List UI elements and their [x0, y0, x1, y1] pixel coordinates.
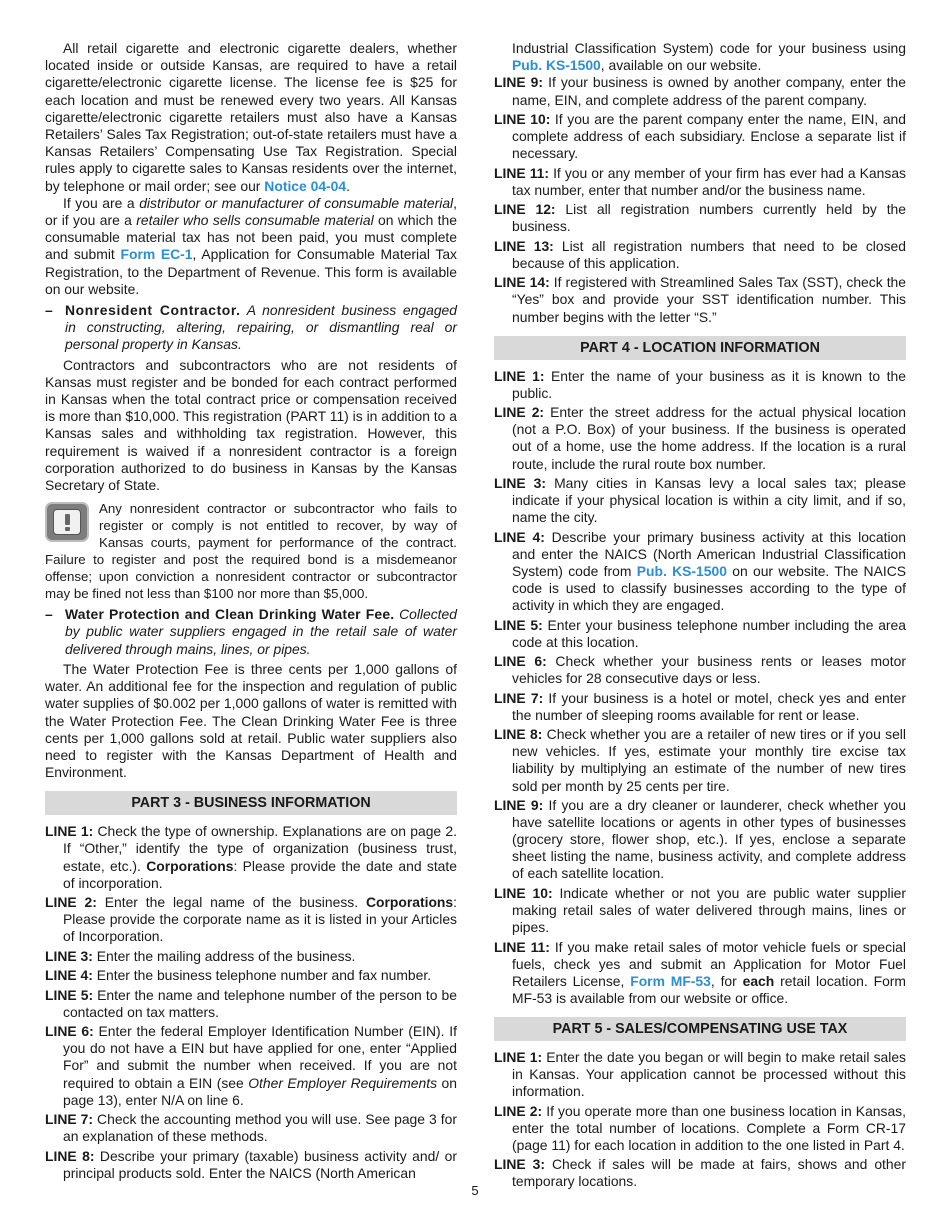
part4-line-1: LINE 1: Enter the name of your business as it is known to the public.: [494, 367, 906, 401]
part4-line-2: LINE 2: Enter the street address for the actual physical location (not a P.O. Box) of your business. If the business is operated out of a home, use the home address. If the location is a rural route, include the rural route box number.: [494, 404, 906, 472]
part5-header: PART 5 - SALES/COMPENSATING USE TAX: [494, 1017, 906, 1041]
part5-line-3: LINE 3: Check if sales will be made at fairs, shows and other temporary locations.: [494, 1156, 906, 1190]
part3-line-8: LINE 8: Describe your primary (taxable) business activity and/ or principal products sold. Enter the NAICS (North American: [45, 1147, 458, 1181]
part4-line-5: LINE 5: Enter your business telephone number including the area code at this location.: [494, 616, 906, 650]
part5-line-2: LINE 2: If you operate more than one business location in Kansas, enter the total number of locations. Complete a Form CR-17 (page 11) for each location in addition to the one listed in Part 4.: [494, 1102, 906, 1153]
part3-line-4: LINE 4: Enter the business telephone number and fax number.: [45, 967, 432, 984]
contractor-paragraph: Contractors and subcontractors who are not residents of Kansas must register and be bonded for each contract performed in Kansas when the total contract price or compensation received is more than $10,000. This registration (PART 11) is in addition to a Kansas sales and withholding tax registration. However, this requirement is waived if a nonresident contractor is a foreign corporation authorized to do business in Kansas by the Kansas Secretary of State.: [45, 356, 457, 494]
part3-line-1: LINE 1: Check the type of ownership. Explanations are on page 2. If “Other,” identify the type of organization (business trust, estate, etc.). Corporations: Please provide the date and state of incorporation.: [45, 823, 457, 891]
part3-line-10: LINE 10: If you are the parent company enter the name, EIN, and complete address of each subsidiary. Enclose a separate list if necessary.: [494, 110, 906, 162]
page-number: 5: [471, 1183, 479, 1198]
form-mf-53-link[interactable]: Form MF-53: [630, 972, 711, 989]
part4-line-11: LINE 11: If you make retail sales of motor vehicle fuels or special fuels, check yes and submit an Application for Motor Fuel Retailers License, Form MF-53, for each retail location. Form MF-53 is available from our website or office.: [494, 938, 906, 1006]
form-ec-1-link[interactable]: Form EC-1: [120, 246, 193, 263]
part3-line-5: LINE 5: Enter the name and telephone number of the person to be contacted on tax matters.: [45, 986, 457, 1020]
part3-line-6: LINE 6: Enter the federal Employer Identification Number (EIN). If you do not have a EIN but have applied for one, enter “Applied For” and submit the number when received. If you are not required to obtain a EIN (see Other Employer Requirements on page 13), enter N/A on line 6.: [45, 1023, 457, 1108]
nonresident-contractor-item: – Nonresident Contractor. A nonresident business engaged in constructing, altering, repairing, or dismantling real or personal property in Kansas.: [45, 302, 457, 353]
part3-line-13: LINE 13: List all registration numbers that need to be closed because of this application.: [494, 237, 906, 271]
part3-line-8-continued: Industrial Classification System) code for your business using Pub. KS-1500, available on our website.: [512, 40, 906, 74]
part3-line-7: LINE 7: Check the accounting method you will use. See page 3 for an explanation of these methods.: [45, 1111, 457, 1145]
left-column: [45, 40, 457, 1184]
part4-line-8: LINE 8: Check whether you are a retailer of new tires or if you sell new vehicles. If yes, estimate your monthly tire excise tax liability by multiplying an estimate of the number of new tires sold per month by 25 cents per tire.: [494, 726, 906, 794]
pub-ks-1500-link[interactable]: Pub. KS-1500: [512, 57, 601, 74]
water-protection-title: Water Protection and Clean Drinking Water Fee.: [65, 606, 395, 623]
part4-line-9: LINE 9: If you are a dry cleaner or launderer, check whether you have satellite locations or agents in other types of businesses (grocery store, flower shop, etc.). If yes, enclose a separate sheet listing the name, business activity, and complete address of each satellite location.: [494, 797, 906, 882]
water-protection-item: – Water Protection and Clean Drinking Water Fee. Collected by public water suppliers engaged in the retail sale of water delivered through mains, lines, or pipes.: [45, 606, 457, 657]
part3-header: PART 3 - BUSINESS INFORMATION: [45, 791, 457, 815]
right-column: [494, 40, 906, 1193]
part4-header: PART 4 - LOCATION INFORMATION: [494, 336, 906, 360]
part3-line-2: LINE 2: Enter the legal name of the business. Corporations: Please provide the corporate name as it is listed in your Articles of Incorporation.: [45, 894, 457, 945]
part4-line-10: LINE 10: Indicate whether or not you are public water supplier making retail sales of water delivered through mains, lines or pipes.: [494, 884, 907, 936]
part4-line-7: LINE 7: If your business is a hotel or motel, check yes and enter the number of sleeping rooms available for rent or lease.: [494, 689, 906, 723]
warning-note: [45, 500, 457, 602]
exclamation-icon: [45, 502, 89, 542]
part3-line-12: LINE 12: List all registration numbers currently held by the business.: [494, 201, 907, 235]
part4-line-4: LINE 4: Describe your primary business activity at this location and enter the NAICS (North American Industrial Classification System) code from Pub. KS-1500 on our website. The NAICS code is used to classify businesses according to the type of activity in which they are engaged.: [494, 528, 907, 614]
notice-04-04-link[interactable]: Notice 04-04: [264, 177, 347, 194]
part3-line-3: LINE 3: Enter the mailing address of the business.: [45, 947, 356, 964]
part4-line-3: LINE 3: Many cities in Kansas levy a local sales tax; please indicate if your physical location is within a city limit, and if so, name the city.: [494, 475, 906, 526]
part3-line-11: LINE 11: If you or any member of your firm has ever had a Kansas tax number, enter that number and/or the business name.: [494, 164, 907, 198]
warning-note-text: Any nonresident contractor or subcontractor who fails to register or comply is not entitled to recover, by way of Kansas courts, payment for performance of the contract. Failure to register and post the required bond is a misdemeanor offense; upon conviction a nonresident contractor or subcontractor may be fined not less than $100 nor more than $5,000.: [45, 501, 457, 602]
water-fee-paragraph: The Water Protection Fee is three cents per 1,000 gallons of water. An additional fee for the inspection and regulation of public water supplies of $0.002 per 1,000 gallons of water is remitted with the Water Protection Fee. The Clean Drinking Water Fee is three cents per 1,000 gallons sold at retail. Public water suppliers also need to register with the Kansas Department of Health and Environment.: [45, 660, 457, 781]
nonresident-contractor-title: Nonresident Contractor.: [65, 302, 241, 319]
consumable-material-paragraph: If you are a distributor or manufacturer of consumable material, or if you are a retailer who sells consumable material on which the consumable material tax has not been paid, you must complete and submit Form EC-1, Application for Consumable Material Tax Registration, to the Department of Revenue. This form is available on our website.: [45, 194, 458, 297]
part5-line-1: LINE 1: Enter the date you began or will begin to make retail sales in Kansas. Your application cannot be processed without this information.: [494, 1048, 906, 1100]
pub-ks-1500-link-2[interactable]: Pub. KS-1500: [636, 562, 727, 579]
part3-line-14: LINE 14: If registered with Streamlined Sales Tax (SST), check the “Yes” box and provide your SST identification number. This number begins with the letter “S.”: [494, 274, 907, 325]
cigarette-paragraph: All retail cigarette and electronic cigarette dealers, whether located inside or outside Kansas, are required to have a retail cigarette/electronic cigarette license. The license fee is $25 for each location and must be renewed every two years. All Kansas cigarette/electronic cigarette retailers must also have a Kansas Retailers’ Sales Tax Registration; out-of-state retailers must have a Kansas Retailers’ Compensating Use Tax Registration. Special rules apply to cigarette sales to Kansas residents over the internet, by telephone or mail order; see our Notice 04-04.: [45, 40, 457, 194]
part4-line-6: LINE 6: Check whether your business rents or leases motor vehicles for 28 consecutive days or less.: [494, 653, 906, 687]
part3-line-9: LINE 9: If your business is owned by another company, enter the name, EIN, and complete address of the parent company.: [494, 74, 906, 108]
